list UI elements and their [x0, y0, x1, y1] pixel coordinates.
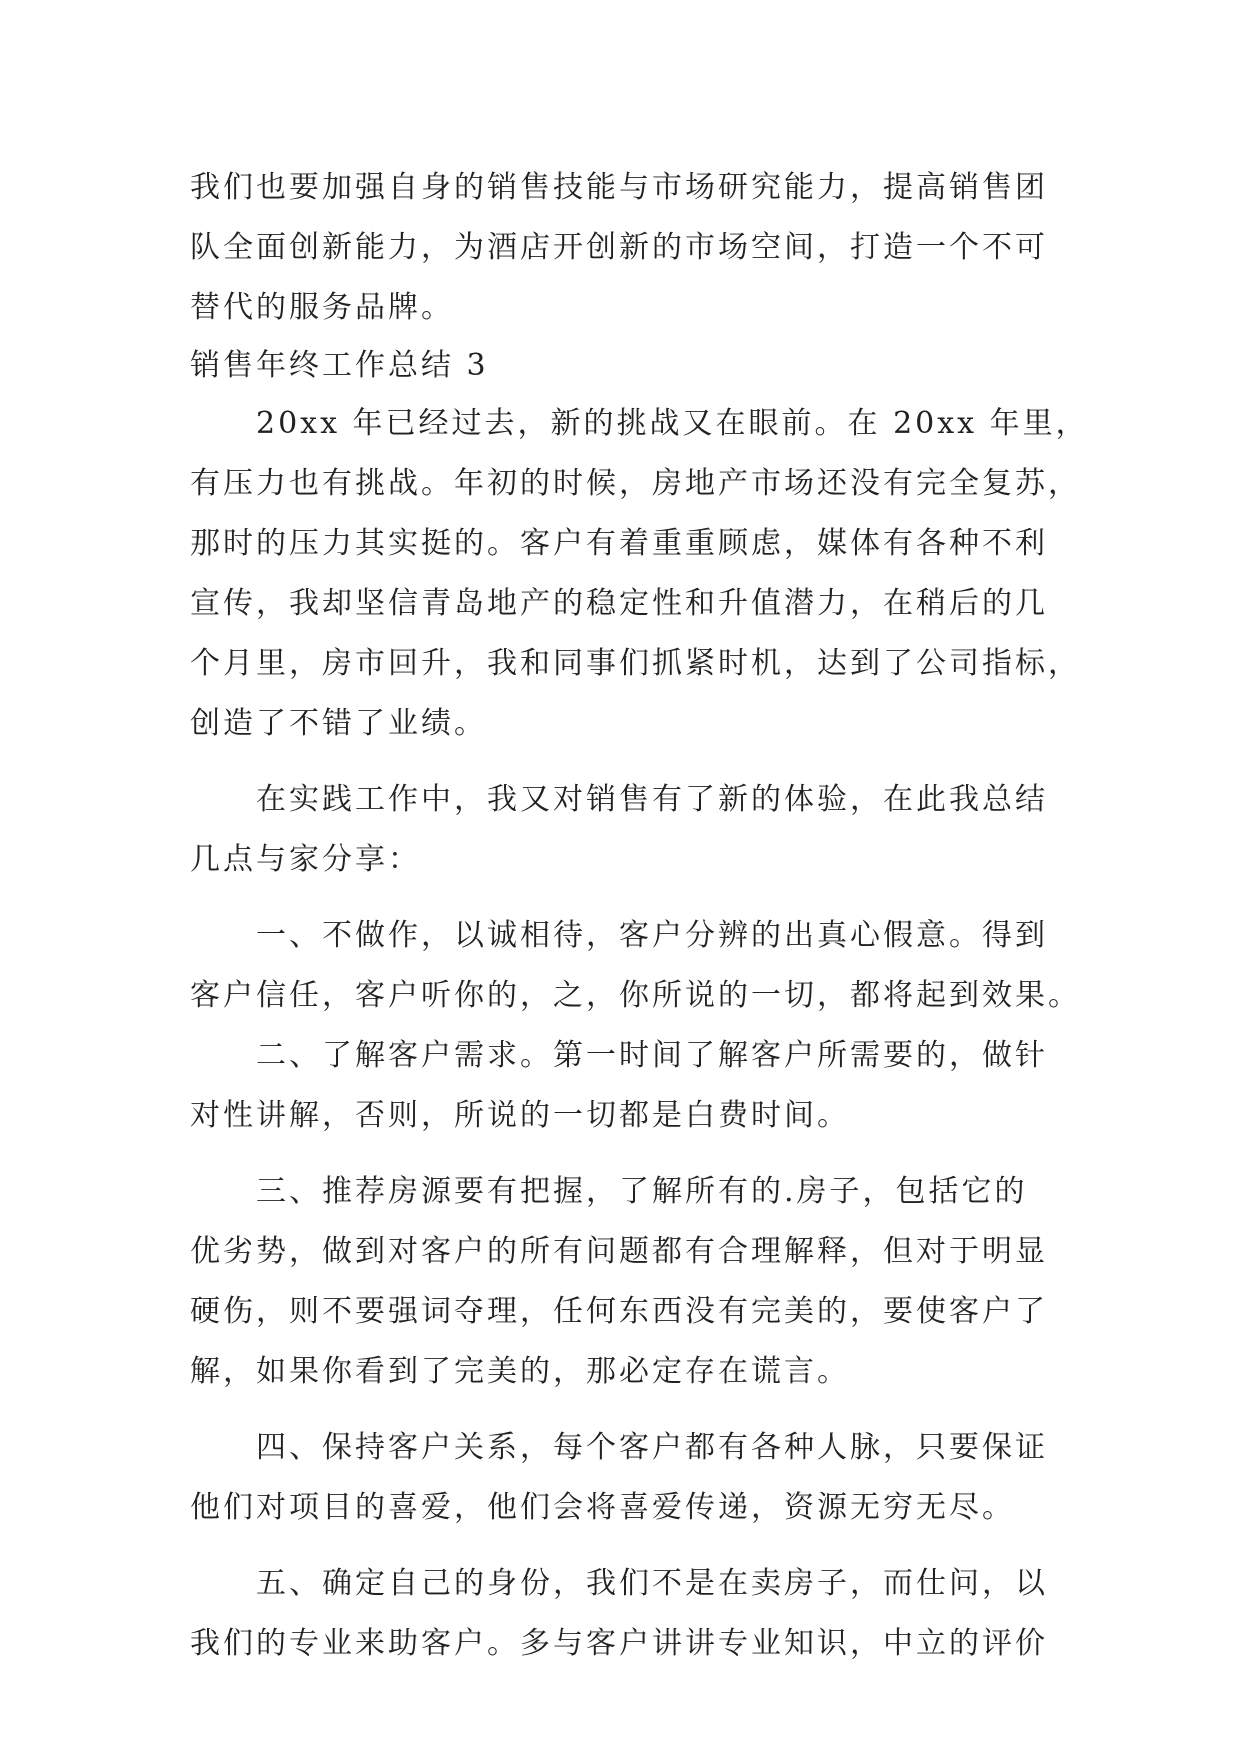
paragraph-line: 解，如果你看到了完美的，那必定存在谎言。: [190, 1354, 850, 1389]
paragraph-line: 个月里，房市回升，我和同事们抓紧时机，达到了公司指标，: [190, 646, 1081, 681]
paragraph-line: 优劣势，做到对客户的所有问题都有合理解释，但对于明显: [190, 1234, 1048, 1269]
paragraph-line: 替代的服务品牌。: [190, 290, 454, 325]
paragraph-3: [190, 906, 1081, 1026]
paragraph-line: 在实践工作中，我又对销售有了新的体验，在此我总结: [256, 782, 1048, 817]
intro-paragraph: [190, 158, 1060, 338]
paragraph-line: 二、了解客户需求。第一时间了解客户所需要的，做针: [256, 1038, 1048, 1073]
paragraph-line: 我们的专业来助客户。多与客户讲讲专业知识，中立的评价: [190, 1626, 1048, 1661]
paragraph-line: 五、确定自己的身份，我们不是在卖房子，而仕问，以: [256, 1566, 1048, 1601]
paragraph-line: 有压力也有挑战。年初的时候，房地产市场还没有完全复苏，: [190, 466, 1081, 501]
paragraph-line: 他们对项目的喜爱，他们会将喜爱传递，资源无穷无尽。: [190, 1490, 1015, 1525]
paragraph-4: [190, 1026, 1060, 1146]
paragraph-line: 队全面创新能力，为酒店开创新的市场空间，打造一个不可: [190, 230, 1048, 265]
paragraph-line: 我们也要加强自身的销售技能与市场研究能力，提高销售团: [190, 170, 1048, 205]
paragraph-2: [190, 770, 1060, 890]
paragraph-line: 宣传，我却坚信青岛地产的稳定性和升值潜力，在稍后的几: [190, 586, 1048, 621]
paragraph-1: [190, 394, 1089, 754]
paragraph-5: [190, 1162, 1060, 1402]
paragraph-line: 一、不做作，以诚相待，客户分辨的出真心假意。得到: [256, 918, 1048, 953]
paragraph-7: [190, 1554, 1060, 1674]
paragraph-line: 硬伤，则不要强词夺理，任何东西没有完美的，要使客户了: [190, 1294, 1048, 1329]
paragraph-line: 对性讲解，否则，所说的一切都是白费时间。: [190, 1098, 850, 1133]
document-body: [190, 158, 1089, 1674]
paragraph-line: 20xx 年已经过去，新的挑战又在眼前。在 20xx 年里，: [256, 406, 1089, 441]
section-heading: 销售年终工作总结 3: [190, 348, 489, 383]
paragraph-6: [190, 1418, 1060, 1538]
paragraph-line: 三、推荐房源要有把握，了解所有的.房子，包括它的: [256, 1174, 1028, 1209]
paragraph-line: 那时的压力其实挺的。客户有着重重顾虑，媒体有各种不利: [190, 526, 1048, 561]
paragraph-line: 四、保持客户关系，每个客户都有各种人脉，只要保证: [256, 1430, 1048, 1465]
paragraph-line: 创造了不错了业绩。: [190, 706, 487, 741]
paragraph-line: 客户信任，客户听你的，之，你所说的一切，都将起到效果。: [190, 978, 1081, 1013]
paragraph-line: 几点与家分享：: [190, 842, 421, 877]
